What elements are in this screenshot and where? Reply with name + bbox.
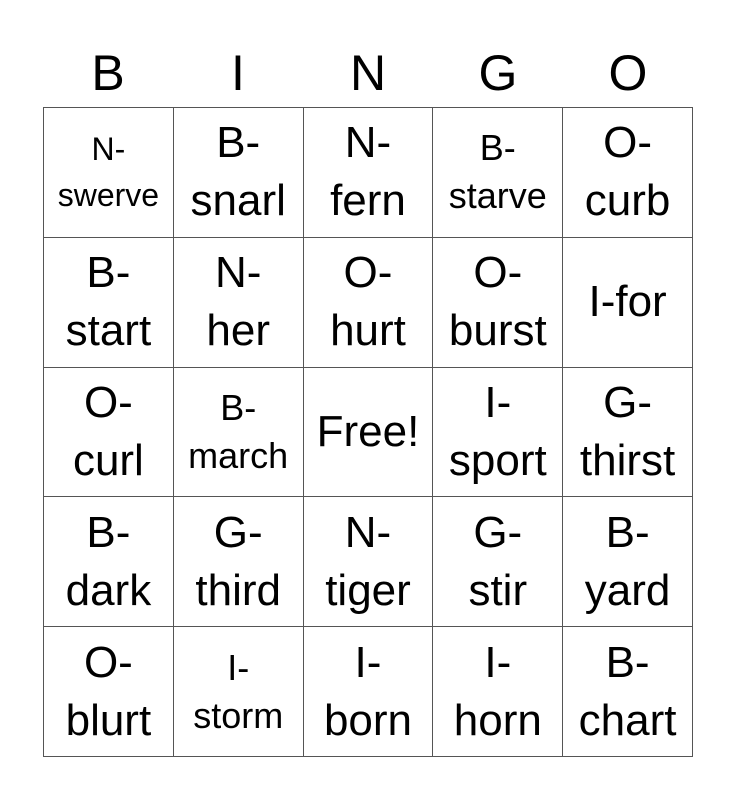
bingo-cell-r4-c1[interactable]: B- dark bbox=[44, 497, 174, 627]
bingo-cell-r4-c2[interactable]: G- third bbox=[174, 497, 304, 627]
bingo-cell-r3-c5[interactable]: G- thirst bbox=[563, 368, 693, 498]
bingo-cell-r5-c2[interactable]: I- storm bbox=[174, 627, 304, 757]
bingo-cell-r1-c2[interactable]: B- snarl bbox=[174, 108, 304, 238]
bingo-cell-r1-c4[interactable]: B- starve bbox=[433, 108, 563, 238]
header-letter-b: B bbox=[91, 45, 125, 101]
bingo-cell-r3-c4[interactable]: I- sport bbox=[433, 368, 563, 498]
bingo-cell-r1-c1[interactable]: N- swerve bbox=[44, 108, 174, 238]
bingo-cell-r5-c4[interactable]: I- horn bbox=[433, 627, 563, 757]
header-letter-n: N bbox=[349, 45, 387, 101]
bingo-cell-r5-c1[interactable]: O- blurt bbox=[44, 627, 174, 757]
bingo-cell-r2-c4[interactable]: O- burst bbox=[433, 238, 563, 368]
bingo-cell-r3-c3[interactable]: Free! bbox=[304, 368, 434, 498]
bingo-cell-r2-c3[interactable]: O- hurt bbox=[304, 238, 434, 368]
bingo-cell-r4-c5[interactable]: B- yard bbox=[563, 497, 693, 627]
bingo-cell-r5-c5[interactable]: B- chart bbox=[563, 627, 693, 757]
bingo-cell-r4-c4[interactable]: G- stir bbox=[433, 497, 563, 627]
bingo-card bbox=[43, 107, 693, 757]
bingo-cell-r2-c2[interactable]: N- her bbox=[174, 238, 304, 368]
bingo-cell-r5-c3[interactable]: I- born bbox=[304, 627, 434, 757]
bingo-cell-r2-c1[interactable]: B- start bbox=[44, 238, 174, 368]
header-letter-g: G bbox=[478, 45, 518, 101]
bingo-cell-r1-c5[interactable]: O- curb bbox=[563, 108, 693, 238]
header-letter-o: O bbox=[608, 45, 648, 101]
header-letter-i: I bbox=[231, 45, 245, 101]
bingo-cell-r2-c5[interactable]: I-for bbox=[563, 238, 693, 368]
bingo-cell-r1-c3[interactable]: N- fern bbox=[304, 108, 434, 238]
bingo-cell-r3-c1[interactable]: O- curl bbox=[44, 368, 174, 498]
bingo-cell-r3-c2[interactable]: B- march bbox=[174, 368, 304, 498]
bingo-cell-r4-c3[interactable]: N- tiger bbox=[304, 497, 434, 627]
bingo-header bbox=[43, 40, 693, 106]
